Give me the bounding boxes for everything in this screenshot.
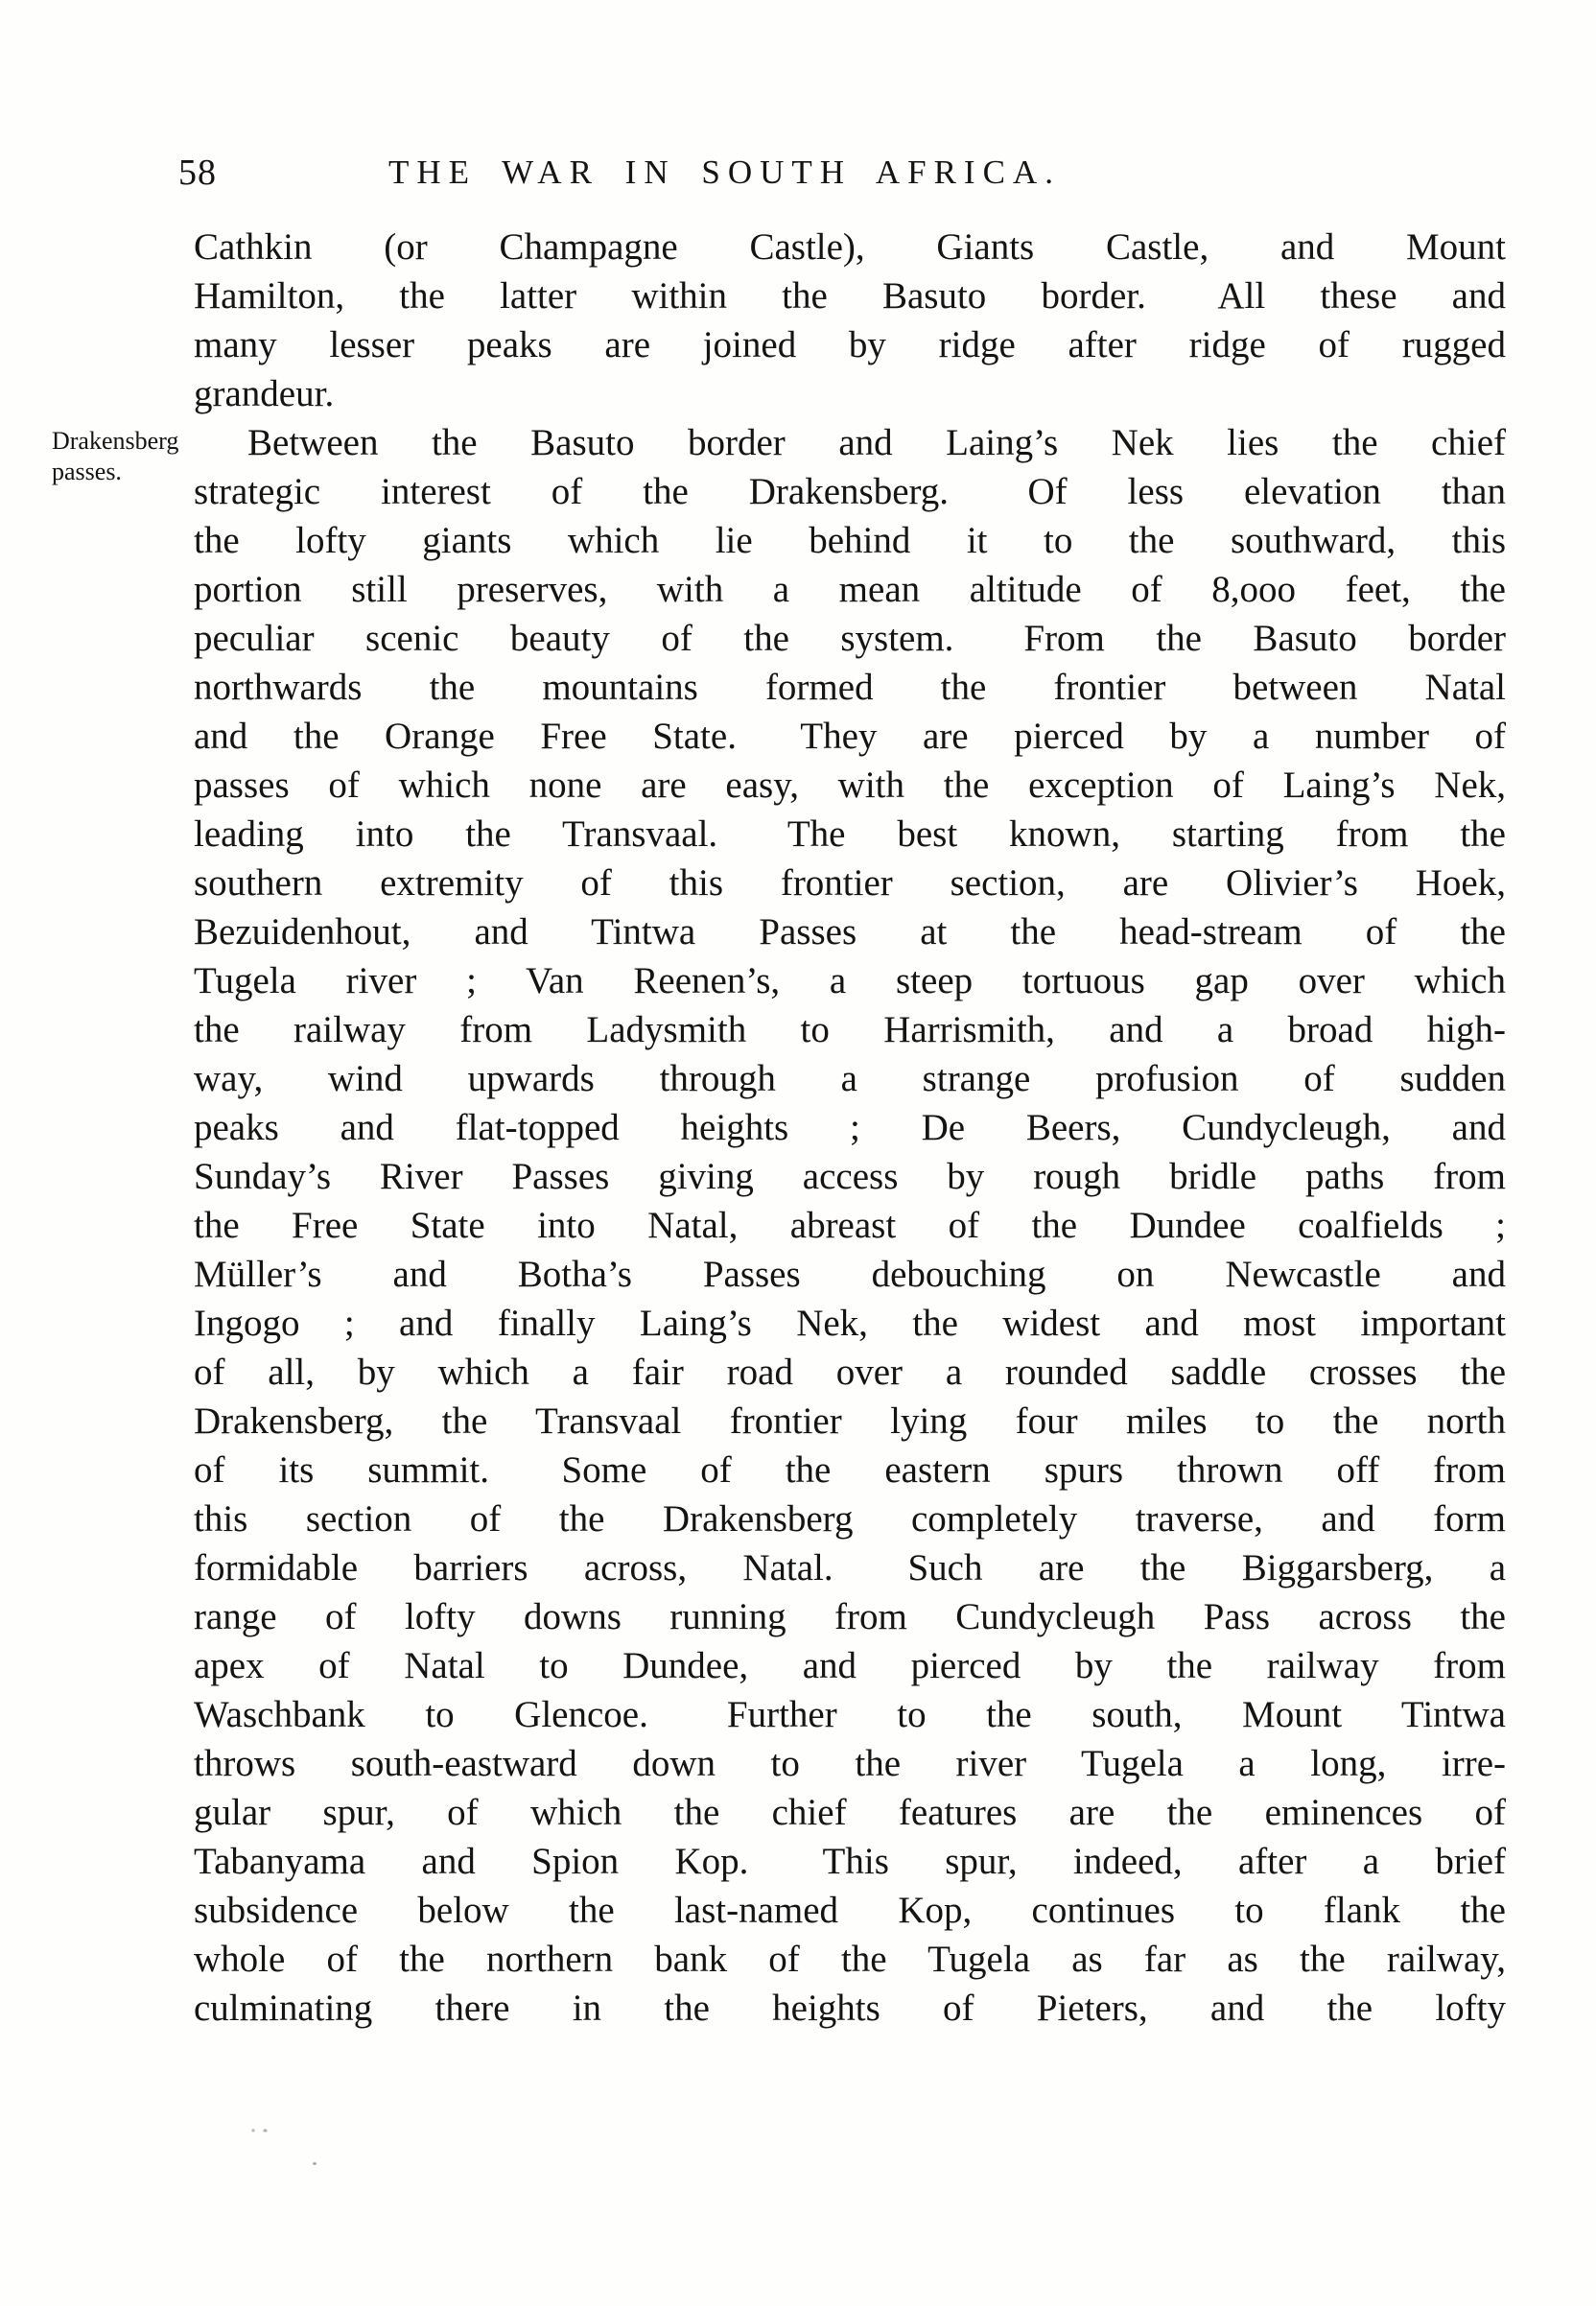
text-line: Müller’s and Botha’s Passes debouching on Newcastle and [194,1254,1506,1295]
text-line: throws south-eastward down to the river Tugela a long, irre- [194,1743,1506,1784]
margin-note-line2: passes. [52,458,122,485]
text-line: the lofty giants which lie behind it to the southward, this [194,520,1506,561]
text-line: the Free State into Natal, abreast of the Dundee coalfields ; [194,1205,1506,1246]
page-number: 58 [178,153,217,193]
text-line: Tugela river ; Van Reenen’s, a steep tortuous gap over which [194,960,1506,1001]
text-line: peculiar scenic beauty of the system. From the Basuto border [194,618,1506,659]
text-line: and the Orange Free State. They are pierced by a number of [194,716,1506,757]
text-line: Hamilton, the latter within the Basuto border. All these and [194,275,1506,317]
text-line: Cathkin (or Champagne Castle), Giants Castle, and Mount [194,226,1506,268]
text-line: this section of the Drakensberg completely traverse, and form [194,1498,1506,1540]
text-line: way, wind upwards through a strange profusion of sudden [194,1058,1506,1099]
text-line: many lesser peaks are joined by ridge after ridge of rugged [194,324,1506,365]
body-text [194,223,1506,2033]
text-line: strategic interest of the Drakensberg. Of less elevation than [194,471,1506,512]
text-line: Drakensberg, the Transvaal frontier lying four miles to the north [194,1400,1506,1442]
scan-artifact [313,2162,317,2165]
scan-artifact [243,2130,268,2132]
text-line: of its summit. Some of the eastern spurs thrown off from [194,1449,1506,1491]
text-line: passes of which none are easy, with the exception of Laing’s Nek, [194,765,1506,806]
running-title: THE WAR IN SOUTH AFRICA. [388,153,1061,191]
text-line: leading into the Transvaal. The best known, starting from the [194,813,1506,855]
text-line: whole of the northern bank of the Tugela as far as the railway, [194,1939,1506,1980]
text-line: range of lofty downs running from Cundycleugh Pass across the [194,1596,1506,1637]
text-line: culminating there in the heights of Pieters, and the lofty [194,1988,1506,2029]
text-line: portion still preserves, with a mean altitude of 8,ooo feet, the [194,569,1506,610]
text-line: northwards the mountains formed the frontier between Natal [194,667,1506,708]
text-line: Ingogo ; and finally Laing’s Nek, the widest and most important [194,1303,1506,1344]
text-line: gular spur, of which the chief features are the eminences of [194,1792,1506,1833]
text-line: peaks and flat-topped heights ; De Beers, Cundycleugh, and [194,1107,1506,1148]
margin-note-line1: Drakensberg [52,427,179,455]
text-line: Sunday’s River Passes giving access by rough bridle paths from [194,1156,1506,1197]
text-line: Between the Basuto border and Laing’s Nek lies the chief [247,422,1506,463]
text-line: Waschbank to Glencoe. Further to the south, Mount Tintwa [194,1694,1506,1735]
margin-note [52,426,196,487]
text-line: of all, by which a fair road over a rounded saddle crosses the [194,1352,1506,1393]
text-line: Tabanyama and Spion Kop. This spur, indeed, after a brief [194,1841,1506,1882]
text-line: southern extremity of this frontier section, are Olivier’s Hoek, [194,862,1506,904]
text-line: Bezuidenhout, and Tintwa Passes at the head-stream of the [194,911,1506,953]
text-line: formidable barriers across, Natal. Such are the Biggarsberg, a [194,1547,1506,1588]
text-line: subsidence below the last-named Kop, continues to flank the [194,1890,1506,1931]
text-line: apex of Natal to Dundee, and pierced by the railway from [194,1645,1506,1686]
text-line: grandeur. [194,373,335,414]
text-line: the railway from Ladysmith to Harrismith, and a broad high- [194,1009,1506,1050]
